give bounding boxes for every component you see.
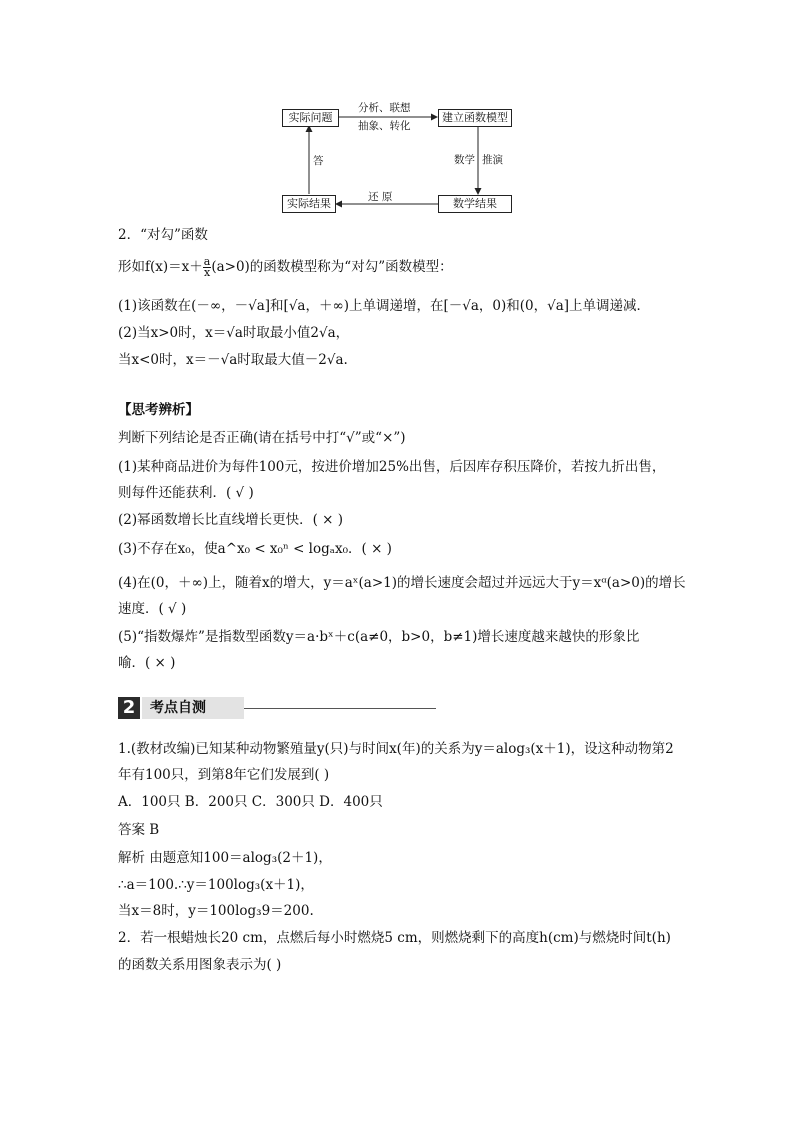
thinking-q5-line1: (5)“指数爆炸”是指数型函数y＝a·bˣ＋c(a≠0，b>0，b≠1)增长速度越来越快的形象比 — [118, 629, 640, 645]
heading-hook-function: 2．“对勾”函数 — [118, 227, 208, 243]
box-math-result: 数学结果 — [438, 195, 512, 213]
thinking-q2: (2)幂函数增长比直线增长更快．( × ) — [118, 512, 344, 528]
problem1-analysis-3: 当x＝8时，y＝100log₃9＝200. — [118, 903, 314, 919]
thinking-q4-line1: (4)在(0，＋∞)上，随着x的增大，y＝aˣ(a>1)的增长速度会超过并远远大于y＝xᵅ(a>0)的增长 — [118, 575, 686, 591]
thinking-title: 【思考辨析】 — [118, 402, 199, 418]
label-math: 数学 — [454, 154, 475, 166]
box-practical-problem: 实际问题 — [282, 109, 339, 127]
label-abstract: 抽象、转化 — [358, 120, 411, 132]
section-title: 考点自测 — [142, 697, 244, 719]
thinking-q1-line1: (1)某种商品进价为每件100元，按进价增加25%出售，后因库存积压降价，若按九折出售， — [118, 459, 666, 475]
problem1-analysis-2: ∴a＝100.∴y＝100log₃(x＋1)， — [118, 877, 314, 893]
problem1-analysis-1: 解析 由题意知100＝alog₃(2＋1)， — [118, 850, 332, 866]
label-restore: 还 原 — [368, 191, 393, 203]
problem1-stem-line1: 1.(教材改编)已知某种动物繁殖量y(只)与时间x(年)的关系为y＝alog₃(x＋1)，设这种动物第2 — [118, 741, 674, 757]
thinking-intro: 判断下列结论是否正确(请在括号中打“√”或“×”) — [118, 430, 406, 446]
problem2-stem-line2: 的函数关系用图象表示为( ) — [118, 957, 282, 973]
thinking-q4-line2: 速度．( √ ) — [118, 601, 187, 617]
label-analyze: 分析、联想 — [358, 102, 411, 114]
def-func: f(x)＝x＋ — [145, 259, 203, 275]
label-derive: 推演 — [482, 154, 503, 166]
box-practical-result: 实际结果 — [282, 195, 336, 213]
problem1-answer: 答案 B — [118, 822, 160, 838]
thinking-q3: (3)不存在x₀，使a^x₀ < x₀ⁿ < logₐx₀．( × ) — [118, 541, 392, 557]
section-number: 2 — [118, 697, 140, 719]
def-prefix: 形如 — [118, 259, 145, 275]
frac-denominator: x — [203, 266, 211, 279]
problem1-stem-line2: 年有100只，到第8年它们发展到( ) — [118, 767, 330, 783]
section-divider — [244, 708, 436, 709]
thinking-q1-line2: 则每件还能获利．( √ ) — [118, 485, 254, 501]
thinking-q5-line2: 喻．( × ) — [118, 655, 176, 671]
hook-item-2: (2)当x>0时，x＝√a时取最小值2√a， — [118, 325, 350, 341]
def-suffix: (a>0)的函数模型称为“对勾”函数模型： — [211, 259, 453, 275]
hook-function-definition — [118, 257, 453, 278]
box-build-model: 建立函数模型 — [438, 109, 512, 127]
frac-numerator: a — [203, 255, 211, 268]
modeling-flow-diagram — [282, 104, 512, 214]
section-header-self-test — [118, 697, 436, 719]
problem1-options: A．100只 B．200只 C．300只 D．400只 — [118, 794, 383, 810]
problem2-stem-line1: 2．若一根蜡烛长20 cm，点燃后每小时燃烧5 cm，则燃烧剩下的高度h(cm)与燃烧时间t(h) — [118, 930, 671, 946]
label-answer: 答 — [313, 155, 324, 167]
hook-item-1: (1)该函数在(－∞，－√a]和[√a，＋∞)上单调递增，在[－√a，0)和(0，√a]上单调递减． — [118, 298, 651, 314]
hook-item-3: 当x<0时，x＝－√a时取最大值－2√a. — [118, 352, 348, 368]
